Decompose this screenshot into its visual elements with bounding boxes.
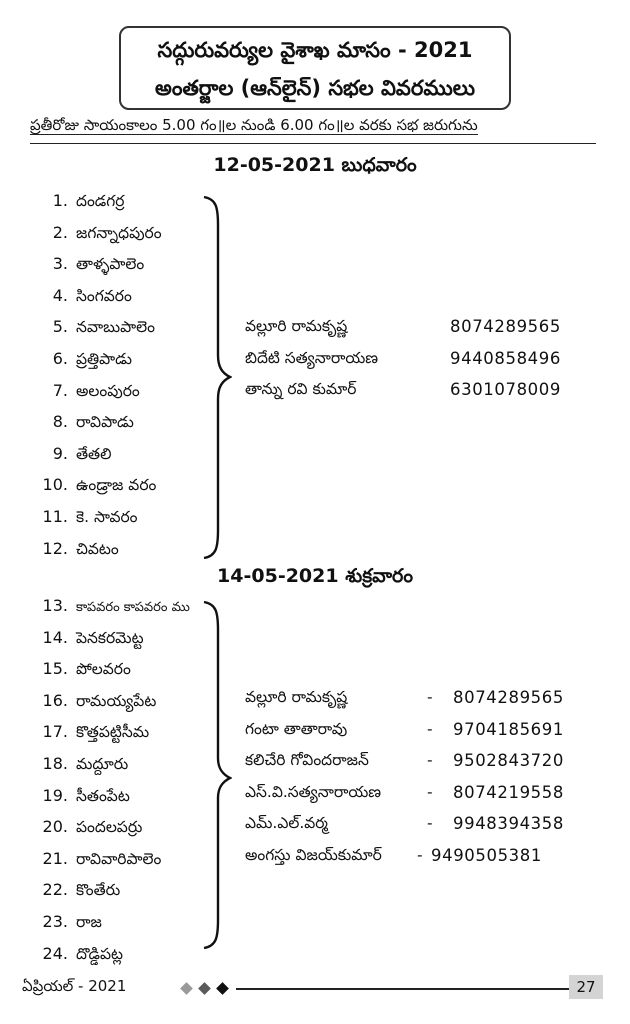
contact-name: ఎమ్.ఎల్.వర్మ bbox=[245, 814, 328, 833]
title-box bbox=[119, 26, 511, 110]
item-number: 10. bbox=[42, 475, 68, 495]
footer-rule bbox=[236, 988, 569, 990]
item-number: 22. bbox=[42, 880, 68, 900]
village-name: రామయ్యపేట bbox=[76, 691, 157, 710]
contact-name: వల్లూరి రామకృష్ణ bbox=[245, 688, 348, 706]
item-number: 7. bbox=[52, 380, 68, 400]
title-line-1: సద్గురువర్యుల వైశాఖ మాసం - 2021 bbox=[157, 38, 473, 62]
contact-name: అంగస్తు విజయ్‌కుమార్ bbox=[245, 845, 382, 864]
list-item bbox=[28, 375, 162, 407]
item-number: 19. bbox=[42, 785, 68, 805]
item-number: 15. bbox=[42, 659, 68, 679]
item-number: 1. bbox=[52, 191, 68, 210]
village-name: నవాబుపాలెం bbox=[76, 318, 155, 337]
contact-dash: - bbox=[427, 782, 433, 801]
section-date-heading: 12-05-2021 బుధవారం bbox=[213, 154, 417, 176]
contact-name: గంటా తాతారావు bbox=[245, 719, 348, 738]
list-item bbox=[28, 748, 190, 780]
list-item bbox=[28, 811, 190, 843]
contact-row bbox=[245, 840, 605, 872]
list-item bbox=[28, 311, 162, 343]
list-item bbox=[28, 685, 190, 717]
list-item bbox=[28, 217, 162, 249]
village-name: తేతలి bbox=[76, 444, 112, 463]
contact-row bbox=[245, 682, 605, 714]
contact-name: కలిచేరి గోవిందరాజన్ bbox=[245, 751, 369, 770]
village-name: రాజ bbox=[76, 912, 102, 931]
contact-phone: 8074219558 bbox=[453, 782, 564, 802]
contact-dash: - bbox=[427, 719, 433, 738]
diamond-icon bbox=[180, 982, 193, 995]
village-name: పోలవరం bbox=[76, 660, 131, 679]
header-divider bbox=[30, 143, 596, 144]
item-number: 24. bbox=[42, 943, 68, 963]
village-name: జగన్నాధపురం bbox=[76, 223, 162, 242]
list-item bbox=[28, 343, 162, 375]
item-number: 21. bbox=[42, 848, 68, 868]
list-item bbox=[28, 280, 162, 312]
village-name: మద్దూరు bbox=[76, 754, 129, 773]
contact-row bbox=[245, 745, 605, 777]
item-number: 23. bbox=[42, 911, 68, 931]
contact-dash: - bbox=[427, 814, 433, 833]
item-number: 9. bbox=[52, 443, 68, 463]
list-item bbox=[28, 780, 190, 812]
item-number: 13. bbox=[42, 596, 68, 615]
item-number: 8. bbox=[52, 412, 68, 432]
contact-phone: 9502843720 bbox=[453, 751, 564, 771]
contact-phone: 9704185691 bbox=[453, 719, 564, 739]
curly-brace-icon bbox=[198, 600, 232, 950]
contact-row bbox=[245, 343, 605, 375]
list-item bbox=[28, 653, 190, 685]
contact-dash: - bbox=[417, 845, 423, 864]
item-number: 2. bbox=[52, 222, 68, 242]
contact-row bbox=[245, 374, 605, 406]
village-name: పెనకరమెట్ట bbox=[76, 628, 144, 647]
list-item bbox=[28, 501, 162, 533]
section-date-heading: 14-05-2021 శుక్రవారం bbox=[217, 565, 413, 587]
village-name: కె. సావరం bbox=[76, 507, 138, 526]
diamond-icon bbox=[216, 982, 229, 995]
village-list bbox=[28, 590, 190, 969]
contact-name: వల్లూరి రామకృష్ణ bbox=[245, 317, 348, 335]
contact-row bbox=[245, 777, 605, 809]
page-number: 27 bbox=[569, 975, 603, 999]
contact-phone: 9440858496 bbox=[450, 348, 561, 368]
item-number: 6. bbox=[52, 348, 68, 368]
village-name: పందలపర్రు bbox=[76, 818, 143, 837]
contact-phone: 9490505381 bbox=[431, 845, 542, 865]
contact-dash: - bbox=[427, 688, 433, 706]
list-item bbox=[28, 938, 190, 970]
item-number: 5. bbox=[52, 317, 68, 337]
contact-row bbox=[245, 714, 605, 746]
item-number: 3. bbox=[52, 254, 68, 274]
contact-name: ఎస్.వి.సత్యనారాయణ bbox=[245, 782, 382, 801]
contact-dash: - bbox=[427, 751, 433, 770]
item-number: 17. bbox=[42, 722, 68, 742]
village-name: అలంపురం bbox=[76, 381, 140, 400]
timing-note bbox=[30, 116, 595, 138]
village-name: కొత్తపట్టిసీమ bbox=[76, 723, 150, 742]
item-number: 16. bbox=[42, 690, 68, 710]
village-name: సింగవరం bbox=[76, 286, 132, 305]
village-name: రావివారిపాలెం bbox=[76, 849, 162, 868]
timing-note-text: ప్రతీరోజు సాయంకాలం 5.00 గం॥ల నుండి 6.00 గం॥ల వరకు సభ జరుగును bbox=[30, 116, 478, 134]
item-number: 4. bbox=[52, 285, 68, 305]
list-item bbox=[28, 248, 162, 280]
list-item bbox=[28, 406, 162, 438]
village-name: తాళ్ళపాలెం bbox=[76, 255, 145, 274]
title-line-2: అంతర్జాల (ఆన్‌లైన్) సభల వివరములు bbox=[155, 76, 475, 100]
village-list bbox=[28, 185, 162, 564]
contact-phone: 8074289565 bbox=[453, 688, 564, 707]
village-name: దొడ్డిపట్ల bbox=[76, 944, 123, 963]
contact-row bbox=[245, 808, 605, 840]
item-number: 12. bbox=[42, 538, 68, 558]
footer-month-year: ఏప్రియల్ - 2021 bbox=[22, 977, 127, 995]
list-item bbox=[28, 185, 162, 217]
contact-name: తాన్ను రవి కుమార్ bbox=[245, 380, 357, 399]
list-item bbox=[28, 533, 162, 565]
list-item bbox=[28, 716, 190, 748]
item-number: 14. bbox=[42, 627, 68, 647]
village-name: చివటం bbox=[76, 539, 119, 558]
item-number: 20. bbox=[42, 817, 68, 837]
contact-phone: 6301078009 bbox=[450, 380, 561, 400]
village-name: రావిపాడు bbox=[76, 413, 134, 432]
village-name: కాపవరం కాపవరం ము bbox=[76, 600, 190, 615]
contact-name: బిదేటి సత్యనారాయణ bbox=[245, 348, 379, 367]
contact-list bbox=[245, 682, 605, 872]
list-item bbox=[28, 906, 190, 938]
item-number: 11. bbox=[42, 506, 68, 526]
page-footer bbox=[22, 973, 602, 1003]
list-item bbox=[28, 438, 162, 470]
list-item bbox=[28, 469, 162, 501]
village-name: ఉండ్రాజ వరం bbox=[76, 476, 157, 495]
list-item bbox=[28, 874, 190, 906]
contact-row bbox=[245, 311, 605, 343]
list-item bbox=[28, 590, 190, 622]
contact-phone: 9948394358 bbox=[453, 814, 564, 834]
contact-list bbox=[245, 311, 605, 406]
curly-brace-icon bbox=[198, 195, 232, 560]
list-item bbox=[28, 622, 190, 654]
diamond-icon bbox=[198, 982, 211, 995]
village-name: ప్రత్తిపాడు bbox=[76, 349, 132, 368]
list-item bbox=[28, 843, 190, 875]
village-name: దండగర్ర bbox=[76, 192, 125, 210]
item-number: 18. bbox=[42, 753, 68, 773]
village-name: కొంతేరు bbox=[76, 881, 121, 900]
village-name: సీతంపేట bbox=[76, 786, 130, 805]
contact-phone: 8074289565 bbox=[450, 317, 561, 336]
